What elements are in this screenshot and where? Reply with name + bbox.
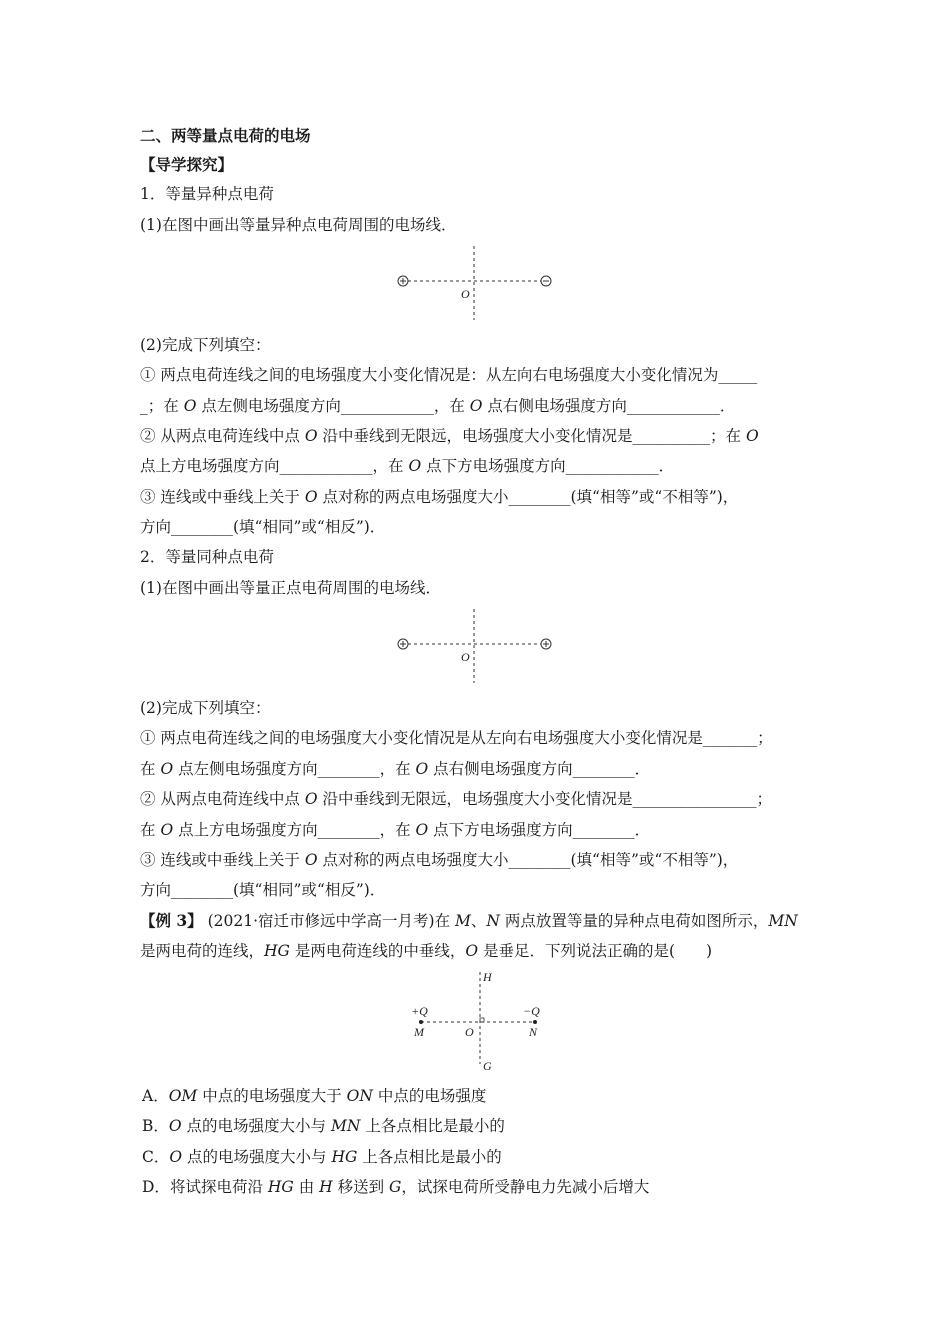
example3-line2: 是两电荷的连线，HG 是两电荷连线的中垂线，O 是垂足．下列说法正确的是( ): [140, 942, 713, 960]
option-B[interactable]: B．O 点的电场强度大小与 MN 上各点相比是最小的: [142, 1117, 505, 1135]
positive-charge-icon: [541, 639, 551, 649]
example3-figure: [405, 968, 555, 1076]
part2-a1-line1: ① 两点电荷连线之间的电场强度大小变化情况是从左向右电场强度大小变化情况是_______；: [140, 729, 773, 747]
negative-charge-icon: [541, 276, 551, 286]
fig2-O-label: O: [461, 650, 470, 664]
part2-question2: (2)完成下列填空：: [140, 699, 271, 717]
part1-a2-line2: 点上方电场强度方向____________，在 O 点下方电场强度方向____________．: [140, 457, 675, 475]
example-label: 【例 3】: [140, 911, 203, 930]
part1-heading: 1．等量异种点电荷: [140, 185, 274, 203]
section-title: 二、两等量点电荷的电场: [140, 126, 311, 145]
example3-line1: 【例 3】 (2021·宿迁市修远中学高一月考)在 M、N 两点放置等量的异种点电荷如图所示，MN: [140, 911, 798, 930]
right-angle-mark: [480, 1018, 484, 1022]
option-D[interactable]: D．将试探电荷沿 HG 由 H 移送到 G，试探电荷所受静电力先减小后增大: [142, 1178, 650, 1196]
minusQ-label: −Q: [523, 1004, 540, 1018]
fig1-O-label: O: [461, 287, 470, 301]
part2-a3-line2: 方向________(填“相同”或“相反”)．: [140, 881, 386, 899]
M-point-icon: [419, 1020, 423, 1024]
option-A[interactable]: A．OM 中点的电场强度大于 ON 中点的电场强度: [142, 1087, 487, 1105]
part1-question1: (1)在图中画出等量异种点电荷周围的电场线．: [140, 216, 457, 234]
O-label: O: [465, 1025, 474, 1039]
option-C[interactable]: C．O 点的电场强度大小与 HG 上各点相比是最小的: [142, 1148, 502, 1166]
part1-a2-line1: ② 从两点电荷连线中点 O 沿中垂线到无限远，电场强度大小变化情况是__________；在 O: [140, 427, 759, 445]
part1-a1-line1: ① 两点电荷连线之间的电场强度大小变化情况是：从左向右电场强度大小变化情况为_____: [140, 366, 758, 384]
opposite-charges-figure: [395, 244, 560, 322]
N-point-icon: [533, 1020, 537, 1024]
H-label: H: [483, 970, 492, 984]
N-label: N: [529, 1025, 538, 1039]
part1-a3-line2: 方向________(填“相同”或“相反”)．: [140, 518, 386, 536]
part1-a3-line1: ③ 连线或中垂线上关于 O 点对称的两点电场强度大小________(填“相等”或“不相等”)，: [140, 488, 739, 506]
guide-label: 【导学探究】: [140, 155, 234, 174]
part1-a1-line2: _；在 O 点左侧电场强度方向____________，在 O 点右侧电场强度方向____________．: [140, 397, 736, 415]
part1-question2: (2)完成下列填空：: [140, 336, 271, 354]
G-label: G: [483, 1059, 492, 1073]
part2-question1: (1)在图中画出等量正点电荷周围的电场线．: [140, 579, 441, 597]
positive-charge-icon: [398, 639, 408, 649]
M-label: M: [414, 1025, 424, 1039]
part2-a2-line1: ② 从两点电荷连线中点 O 沿中垂线到无限远，电场强度大小变化情况是________________；: [140, 790, 773, 808]
part2-a3-line1: ③ 连线或中垂线上关于 O 点对称的两点电场强度大小________(填“相等”或“不相等”)，: [140, 851, 739, 869]
part2-a2-line2: 在 O 点上方电场强度方向________，在 O 点下方电场强度方向________．: [140, 821, 651, 839]
plusQ-label: +Q: [411, 1004, 428, 1018]
part2-heading: 2．等量同种点电荷: [140, 548, 274, 566]
like-charges-figure: [395, 607, 560, 685]
positive-charge-icon: [398, 276, 408, 286]
example-source: (2021·宿迁市修远中学高一月考): [207, 912, 435, 930]
part2-a1-line2: 在 O 点左侧电场强度方向________，在 O 点右侧电场强度方向________．: [140, 760, 651, 778]
